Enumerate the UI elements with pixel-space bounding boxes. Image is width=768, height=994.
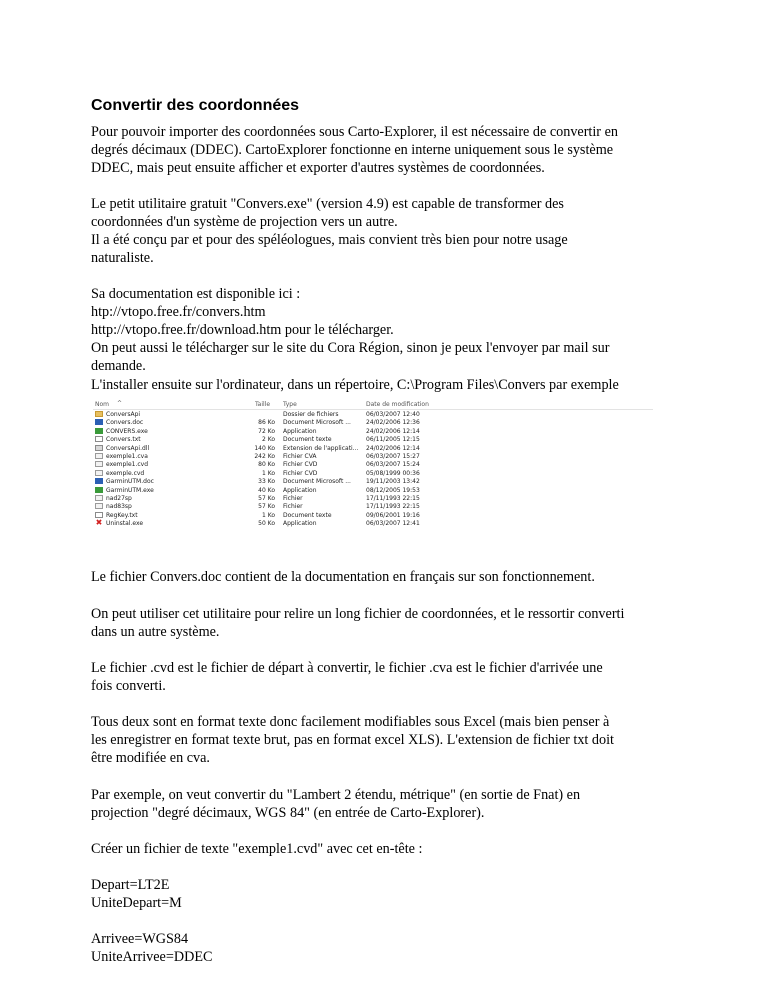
- word-doc-icon: [95, 419, 103, 425]
- file-size: 1 Ko: [261, 469, 275, 477]
- file-type: Application: [283, 427, 317, 435]
- file-size: 2 Ko: [261, 436, 275, 444]
- file-icon: [95, 495, 103, 501]
- file-size: 40 Ko: [258, 486, 275, 494]
- file-icon: [95, 470, 103, 476]
- column-header-date: Date de modification: [366, 401, 429, 408]
- paragraph-format: Tous deux sont en format texte donc facilement modifiables sous Excel (mais bien penser à les enregistrer en format texte brut, pas en format excel XLS). L'extension de fichier txt doit être modifiée en cva.: [91, 714, 614, 766]
- file-type: Extension de l'applicati...: [283, 444, 359, 452]
- paragraph-convers-doc: Le fichier Convers.doc contient de la documentation en français sur son fonctionnement.: [91, 569, 595, 585]
- file-row[interactable]: [93, 520, 653, 528]
- text-file-icon: [95, 512, 103, 518]
- paragraph-files: Le fichier .cvd est le fichier de départ à convertir, le fichier .cva est le fichier d'arrivée une fois converti.: [91, 660, 603, 694]
- file-size: 242 Ko: [254, 452, 275, 460]
- file-type: Fichier: [283, 494, 303, 502]
- file-name: ConversApi.dll: [106, 444, 150, 452]
- exe-icon: [95, 487, 103, 493]
- file-name: Convers.txt: [106, 436, 141, 444]
- file-row[interactable]: [93, 419, 653, 427]
- file-list-header: [93, 400, 653, 410]
- paragraph-intro: Pour pouvoir importer des coordonnées sous Carto-Explorer, il est nécessaire de convertir en degrés décimaux (DDEC). CartoExplorer fonctionne en interne uniquement sous le système DDEC, mais peut ensuite afficher et exporter d'autres systèmes de coordonnées.: [91, 124, 618, 176]
- file-row[interactable]: [93, 461, 653, 469]
- uninstall-icon: ✖: [95, 518, 103, 528]
- file-row[interactable]: [93, 445, 653, 453]
- file-date: 06/03/2007 12:40: [366, 411, 420, 418]
- file-date: 17/11/1993 22:15: [366, 503, 420, 511]
- file-row[interactable]: [93, 478, 653, 486]
- file-size: 33 Ko: [258, 478, 275, 486]
- paragraph-example: Par exemple, on veut convertir du "Lambert 2 étendu, métrique" (en sortie de Fnat) en projection "degré décimaux, WGS 84" (en entrée de Carto-Explorer).: [91, 787, 581, 821]
- paragraph-documentation: Sa documentation est disponible ici : htp://vtopo.free.fr/convers.htm http://vtopo.free.fr/download.htm pour le télécharger. On peut aussi le télécharger sur le site du Cora Région, sinon je peux l'envoyer par mail sur demande.: [91, 286, 610, 374]
- file-type: Document texte: [283, 511, 332, 519]
- page-title: Convertir des coordonnées: [91, 97, 300, 114]
- file-name: Convers.doc: [106, 419, 144, 427]
- paragraph-utility: Le petit utilitaire gratuit "Convers.exe" (version 4.9) est capable de transformer des coordonnées d'un système de projection vers un autre. Il a été conçu par et pour des spéléologues, mais convient très bien pour notre usage naturaliste.: [91, 196, 568, 266]
- file-type: Fichier CVD: [283, 469, 318, 477]
- file-name: GarminUTM.exe: [106, 486, 154, 494]
- file-row[interactable]: [93, 453, 653, 461]
- file-date: 05/08/1999 00:36: [366, 469, 420, 477]
- file-type: Document Microsoft ...: [283, 419, 351, 427]
- header-block-depart: Depart=LT2E UniteDepart=M: [91, 877, 182, 911]
- paragraph-install: L'installer ensuite sur l'ordinateur, dans un répertoire, C:\Program Files\Convers par exemple: [91, 377, 619, 393]
- word-doc-icon: [95, 478, 103, 484]
- column-header-size: Taille: [255, 401, 271, 408]
- file-row[interactable]: [93, 428, 653, 436]
- file-row[interactable]: [93, 470, 653, 478]
- file-icon: [95, 453, 103, 459]
- file-date: 06/03/2007 12:41: [366, 520, 420, 528]
- file-name: GarminUTM.doc: [106, 478, 154, 486]
- file-name: nad83sp: [106, 503, 132, 511]
- file-date: 24/02/2006 12:14: [366, 427, 420, 435]
- file-size: 57 Ko: [258, 503, 275, 511]
- header-block-arrivee: Arrivee=WGS84 UniteArrivee=DDEC: [91, 931, 213, 965]
- file-name: exemple1.cvd: [106, 461, 149, 469]
- column-header-name: Nom: [95, 401, 110, 408]
- paragraph-usage: On peut utiliser cet utilitaire pour relire un long fichier de coordonnées, et le ressortir converti dans un autre système.: [91, 606, 625, 640]
- file-type: Application: [283, 520, 317, 528]
- file-size: 50 Ko: [258, 520, 275, 528]
- file-date: 08/12/2005 19:53: [366, 486, 420, 494]
- file-date: 06/11/2005 12:15: [366, 436, 420, 444]
- file-type: Document Microsoft ...: [283, 478, 351, 486]
- column-header-type: Type: [283, 401, 297, 408]
- file-icon: [95, 461, 103, 467]
- file-size: 72 Ko: [258, 427, 275, 435]
- file-type: Dossier de fichiers: [283, 411, 339, 418]
- file-type: Fichier: [283, 503, 303, 511]
- file-name: ConversApi: [106, 411, 141, 418]
- dll-icon: [95, 445, 103, 451]
- file-type: Document texte: [283, 436, 332, 444]
- exe-icon: [95, 428, 103, 434]
- file-name: CONVERS.exe: [106, 427, 148, 435]
- file-name: nad27sp: [106, 494, 132, 502]
- file-date: 24/02/2006 12:36: [366, 419, 420, 427]
- file-row[interactable]: [93, 512, 653, 520]
- file-name: RegKey.txt: [106, 511, 138, 519]
- file-size: 1 Ko: [261, 511, 275, 519]
- sort-up-icon: ^: [117, 400, 123, 407]
- file-size: 140 Ko: [254, 444, 275, 452]
- file-icon: [95, 503, 103, 509]
- file-explorer-screenshot: [93, 400, 653, 530]
- link-download[interactable]: http://vtopo.free.fr/download.htm pour le télécharger.: [91, 322, 394, 338]
- folder-icon: [95, 411, 103, 417]
- file-date: 19/11/2003 13:42: [366, 478, 420, 486]
- link-convers[interactable]: htp://vtopo.free.fr/convers.htm: [91, 304, 266, 320]
- file-name: exemple1.cva: [106, 452, 148, 460]
- file-date: 09/06/2001 19:16: [366, 511, 420, 519]
- file-size: 86 Ko: [258, 419, 275, 427]
- file-size: 57 Ko: [258, 494, 275, 502]
- file-date: 06/03/2007 15:24: [366, 461, 420, 469]
- file-type: Application: [283, 486, 317, 494]
- paragraph-create-file: Créer un fichier de texte "exemple1.cvd" avec cet en-tête :: [91, 841, 423, 857]
- text-file-icon: [95, 436, 103, 442]
- file-name: exemple.cvd: [106, 469, 145, 477]
- file-row[interactable]: [93, 487, 653, 495]
- file-list: [93, 411, 653, 528]
- file-type: Fichier CVA: [283, 452, 317, 460]
- file-size: 80 Ko: [258, 461, 275, 469]
- file-row[interactable]: [93, 495, 653, 503]
- file-row[interactable]: [93, 411, 653, 419]
- file-row[interactable]: [93, 436, 653, 444]
- file-date: 17/11/1993 22:15: [366, 494, 420, 502]
- file-row[interactable]: [93, 503, 653, 511]
- file-type: Fichier CVD: [283, 461, 318, 469]
- file-date: 24/02/2006 12:14: [366, 444, 420, 452]
- file-name: Uninstal.exe: [106, 520, 144, 528]
- file-date: 06/03/2007 15:27: [366, 452, 420, 460]
